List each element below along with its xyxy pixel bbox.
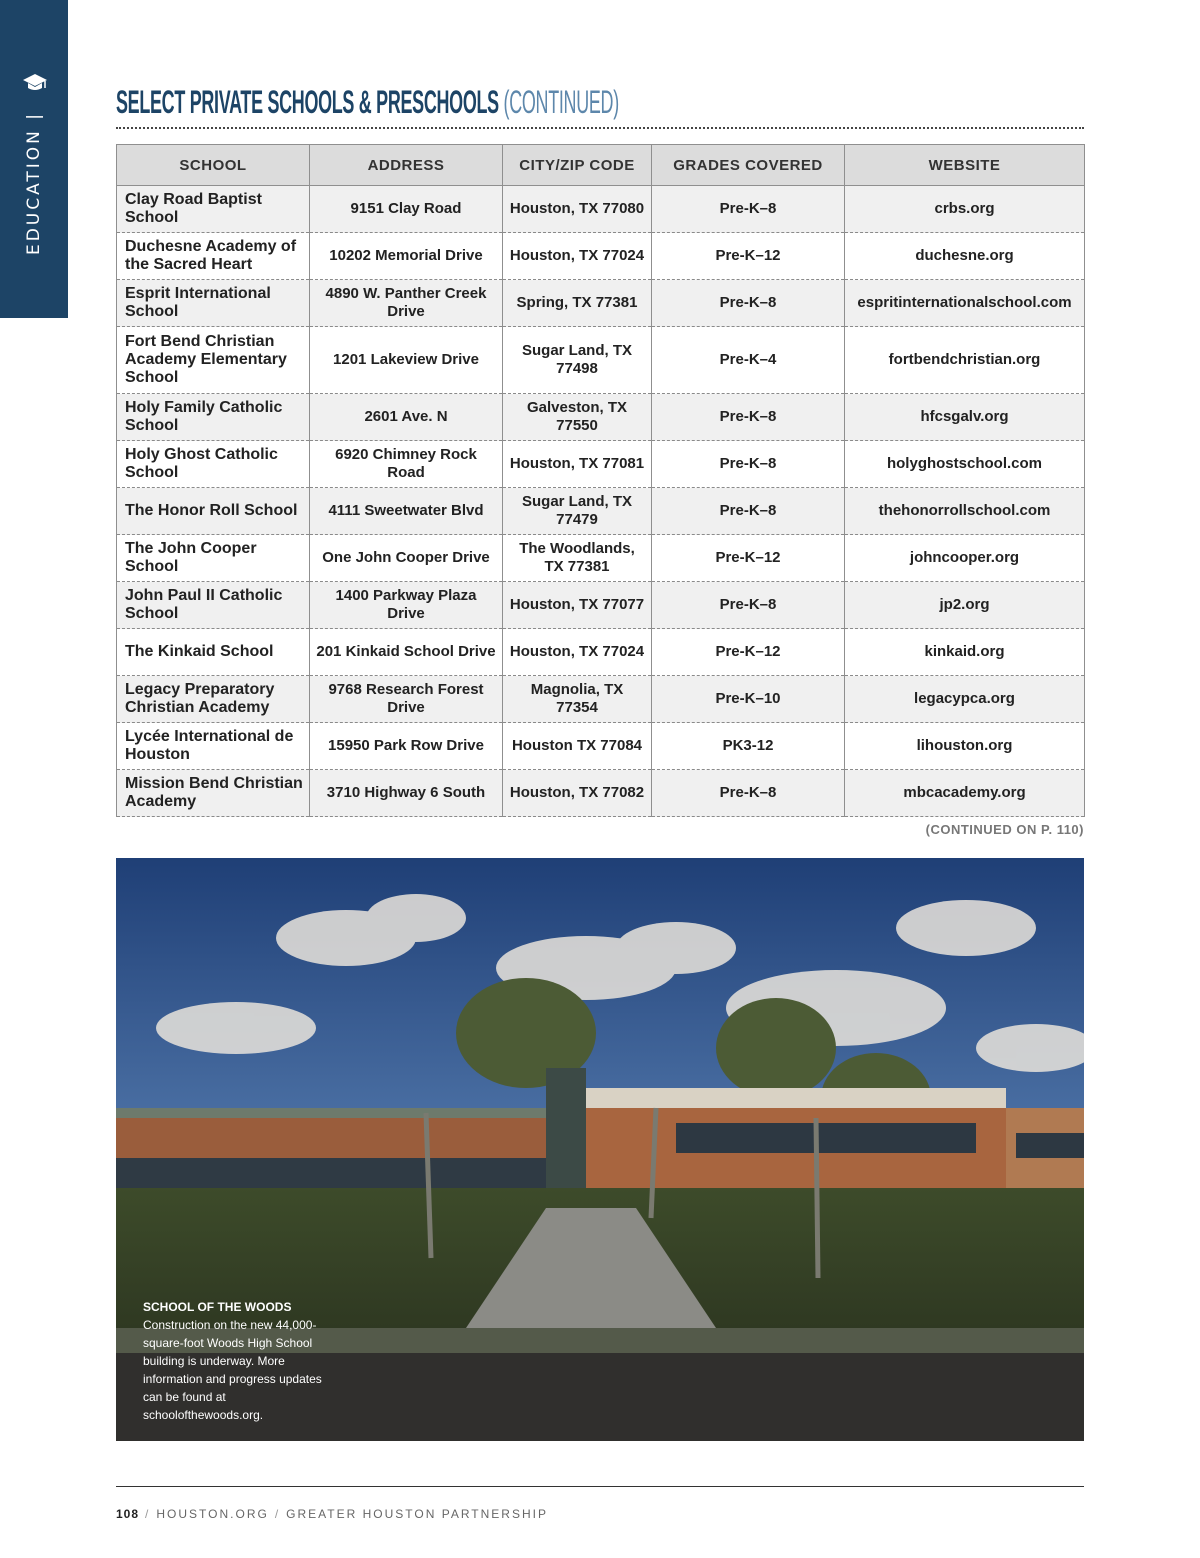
school-grades: Pre-K–8 (652, 770, 845, 817)
column-header-city: CITY/ZIP CODE (503, 145, 652, 186)
school-website: espritinternationalschool.com (845, 280, 1085, 327)
page-footer: 108 / HOUSTON.ORG / GREATER HOUSTON PARTNERSHIP (116, 1507, 548, 1521)
school-address: 201 Kinkaid School Drive (310, 629, 503, 676)
page-title: SELECT PRIVATE SCHOOLS & PRESCHOOLS (CONTINUED) (116, 84, 619, 120)
school-website: crbs.org (845, 186, 1085, 233)
school-name: Lycée International de Houston (117, 723, 310, 770)
school-name: The Kinkaid School (117, 629, 310, 676)
school-city: Galveston, TX 77550 (503, 394, 652, 441)
school-name: The John Cooper School (117, 535, 310, 582)
school-address: 1201 Lakeview Drive (310, 327, 503, 394)
footer-site: HOUSTON.ORG (156, 1507, 269, 1521)
table-row (117, 186, 1085, 233)
title-divider (116, 127, 1084, 129)
table-row (117, 770, 1085, 817)
title-suffix: (CONTINUED) (503, 84, 619, 120)
school-website: duchesne.org (845, 233, 1085, 280)
column-header-school: SCHOOL (117, 145, 310, 186)
school-grades: Pre-K–8 (652, 441, 845, 488)
caption-title: SCHOOL OF THE WOODS (143, 1300, 292, 1314)
school-name: John Paul II Catholic School (117, 582, 310, 629)
school-city: Houston, TX 77081 (503, 441, 652, 488)
photo-caption (143, 1298, 333, 1424)
school-website: fortbendchristian.org (845, 327, 1085, 394)
school-address: 10202 Memorial Drive (310, 233, 503, 280)
table-row (117, 723, 1085, 770)
school-website: legacypca.org (845, 676, 1085, 723)
school-city: Houston, TX 77077 (503, 582, 652, 629)
school-grades: Pre-K–8 (652, 582, 845, 629)
school-address: One John Cooper Drive (310, 535, 503, 582)
school-grades: Pre-K–10 (652, 676, 845, 723)
school-name: Mission Bend Christian Academy (117, 770, 310, 817)
table-row (117, 233, 1085, 280)
continued-note: (CONTINUED ON P. 110) (925, 822, 1084, 837)
school-address: 2601 Ave. N (310, 394, 503, 441)
table-row (117, 327, 1085, 394)
school-grades: Pre-K–8 (652, 488, 845, 535)
table-row (117, 629, 1085, 676)
school-grades: Pre-K–4 (652, 327, 845, 394)
school-website: holyghostschool.com (845, 441, 1085, 488)
school-city: Sugar Land, TX 77498 (503, 327, 652, 394)
school-address: 4890 W. Panther Creek Drive (310, 280, 503, 327)
school-city: Magnolia, TX 77354 (503, 676, 652, 723)
section-label: EDUCATION | (24, 110, 44, 256)
footer-divider (116, 1486, 1084, 1487)
graduation-cap-icon (22, 72, 48, 94)
school-address: 9768 Research Forest Drive (310, 676, 503, 723)
table-row (117, 488, 1085, 535)
school-website: jp2.org (845, 582, 1085, 629)
school-grades: Pre-K–8 (652, 280, 845, 327)
school-website: mbcacademy.org (845, 770, 1085, 817)
school-city: Houston, TX 77080 (503, 186, 652, 233)
school-grades: Pre-K–8 (652, 186, 845, 233)
school-city: Houston TX 77084 (503, 723, 652, 770)
school-address: 15950 Park Row Drive (310, 723, 503, 770)
school-city: The Woodlands, TX 77381 (503, 535, 652, 582)
school-website: hfcsgalv.org (845, 394, 1085, 441)
school-grades: Pre-K–12 (652, 535, 845, 582)
school-name: The Honor Roll School (117, 488, 310, 535)
school-city: Sugar Land, TX 77479 (503, 488, 652, 535)
school-name: Esprit International School (117, 280, 310, 327)
school-city: Spring, TX 77381 (503, 280, 652, 327)
school-website: lihouston.org (845, 723, 1085, 770)
school-name: Duchesne Academy of the Sacred Heart (117, 233, 310, 280)
school-address: 9151 Clay Road (310, 186, 503, 233)
school-name: Clay Road Baptist School (117, 186, 310, 233)
table-row (117, 676, 1085, 723)
section-tab (0, 0, 68, 318)
school-city: Houston, TX 77082 (503, 770, 652, 817)
school-city: Houston, TX 77024 (503, 233, 652, 280)
footer-publisher: GREATER HOUSTON PARTNERSHIP (286, 1507, 548, 1521)
caption-text: Construction on the new 44,000-square-foot Woods High School building is underway. More information and progress updates can be found at schoolofthewoods.org. (143, 1318, 322, 1422)
school-grades: Pre-K–8 (652, 394, 845, 441)
school-address: 1400 Parkway Plaza Drive (310, 582, 503, 629)
page-number: 108 (116, 1507, 140, 1521)
column-header-website: WEBSITE (845, 145, 1085, 186)
school-address: 6920 Chimney Rock Road (310, 441, 503, 488)
table-row (117, 394, 1085, 441)
column-header-grades: GRADES COVERED (652, 145, 845, 186)
table-header-row (117, 145, 1085, 186)
table-row (117, 441, 1085, 488)
school-name: Holy Ghost Catholic School (117, 441, 310, 488)
schools-table (116, 144, 1085, 817)
school-grades: Pre-K–12 (652, 629, 845, 676)
school-city: Houston, TX 77024 (503, 629, 652, 676)
column-header-address: ADDRESS (310, 145, 503, 186)
school-address: 4111 Sweetwater Blvd (310, 488, 503, 535)
school-grades: Pre-K–12 (652, 233, 845, 280)
school-address: 3710 Highway 6 South (310, 770, 503, 817)
school-name: Legacy Preparatory Christian Academy (117, 676, 310, 723)
school-name: Fort Bend Christian Academy Elementary School (117, 327, 310, 394)
school-name: Holy Family Catholic School (117, 394, 310, 441)
table-row (117, 582, 1085, 629)
table-row (117, 535, 1085, 582)
school-website: thehonorrollschool.com (845, 488, 1085, 535)
school-grades: PK3-12 (652, 723, 845, 770)
school-website: kinkaid.org (845, 629, 1085, 676)
school-website: johncooper.org (845, 535, 1085, 582)
table-row (117, 280, 1085, 327)
